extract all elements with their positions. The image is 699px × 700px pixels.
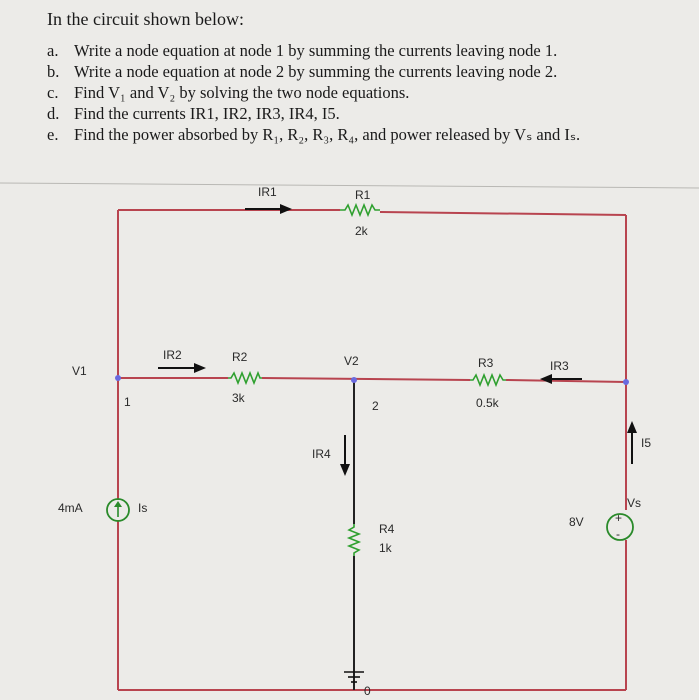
ir3-arrowhead-icon [540,374,552,384]
i5-arrowhead-icon [627,421,637,433]
vs-minus-icon: - [616,527,620,541]
ir1-arrowhead-icon [280,204,292,214]
page-fold-line [0,183,699,188]
wire-top-right [380,212,626,215]
r4-resistor-icon [349,524,359,556]
task-letter: e. [47,125,59,144]
voltage-source-value: 8V [569,515,584,529]
r2-resistor-icon [228,373,262,383]
node-right-dot [623,379,629,385]
r1-resistor-icon [340,205,380,215]
ir3-label: IR3 [550,359,569,373]
r2-value: 3k [232,391,245,405]
r3-resistor-icon [470,375,506,385]
task-letter: b. [47,62,60,81]
voltage-source-name: Vs [627,496,642,510]
task-text: Find the power absorbed by R₁, R₂, R₃, R₄, and power released by Vₛ and Iₛ. [74,125,581,144]
r4-name: R4 [379,522,395,536]
node-2-number: 2 [372,399,379,413]
current-source-arrowhead-icon [114,501,122,507]
ir4-label: IR4 [312,447,331,461]
wire-mid-center [262,378,470,380]
vs-plus-icon: + [615,511,623,525]
problem-intro: In the circuit shown below: [47,9,244,29]
wire-mid-right [506,380,626,382]
current-source-value: 4mA [58,501,83,515]
ir2-arrowhead-icon [194,363,206,373]
node-1-voltage: V1 [72,364,87,378]
r3-name: R3 [478,356,494,370]
task-letter: d. [47,104,60,123]
r2-name: R2 [232,350,248,364]
task-text: Find V₁ and V₂ by solving the two node equations. [74,83,410,102]
task-letter: a. [47,41,59,60]
ground-label: 0 [364,684,371,698]
task-text: Write a node equation at node 2 by summing the currents leaving node 2. [74,62,558,81]
r1-value: 2k [355,224,368,238]
node-1-number: 1 [124,395,131,409]
ir4-arrowhead-icon [340,464,350,476]
r3-value: 0.5k [476,396,499,410]
i5-label: I5 [641,436,652,450]
ir2-label: IR2 [163,348,182,362]
task-text: Write a node equation at node 1 by summing the currents leaving node 1. [74,41,558,60]
r4-value: 1k [379,541,392,555]
task-text: Find the currents IR1, IR2, IR3, IR4, I5. [74,104,340,123]
r1-name: R1 [355,188,371,202]
node-1-dot [115,375,121,381]
node-2-dot [351,377,357,383]
current-source-name: Is [138,501,148,515]
ir1-label: IR1 [258,185,277,199]
task-letter: c. [47,83,59,102]
node-2-voltage: V2 [344,354,359,368]
